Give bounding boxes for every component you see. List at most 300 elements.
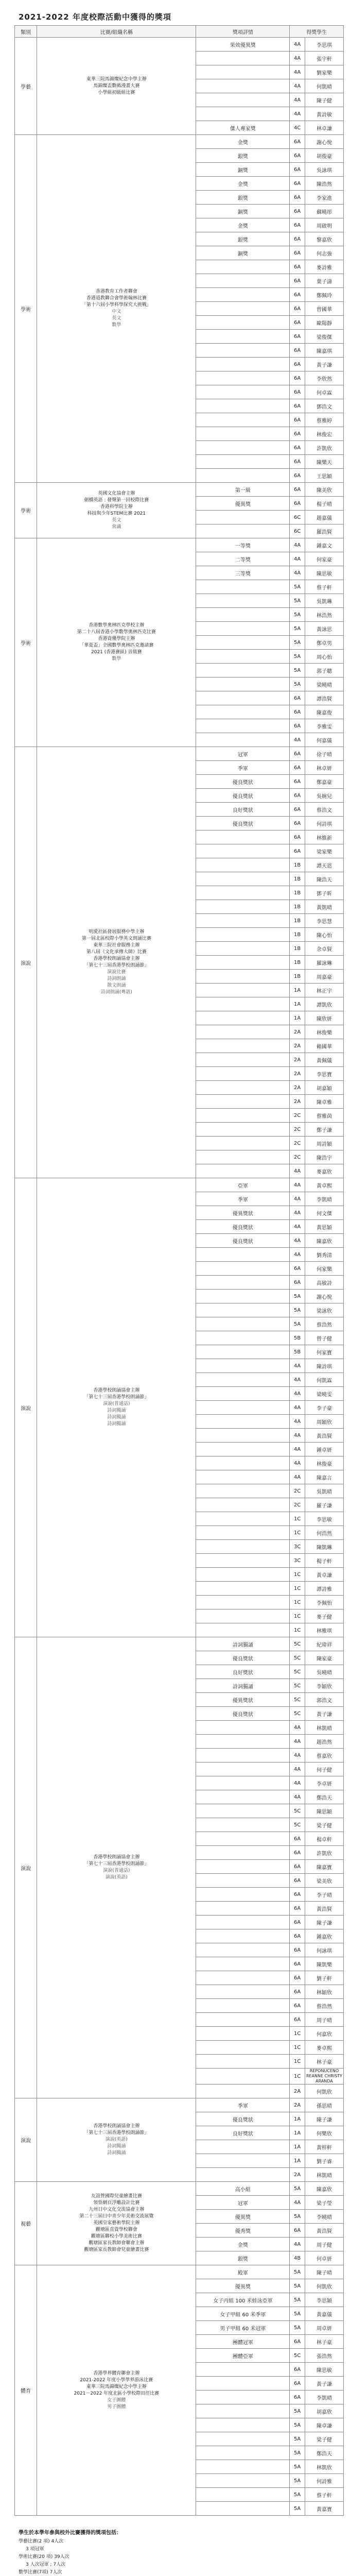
- class-cell: 4A: [290, 1790, 305, 1804]
- class-cell: 2A: [290, 1039, 305, 1053]
- class-cell: 5A: [290, 2488, 305, 2502]
- student-name-cell: 何嘉欣: [305, 2027, 343, 2041]
- student-name-cell: 蔡子軒: [305, 2488, 343, 2502]
- class-cell: 1A: [290, 2112, 305, 2126]
- award-detail-cell: 良好獎狀: [196, 803, 290, 817]
- class-cell: 6A: [290, 385, 305, 399]
- student-name-cell: 黃浩賢: [305, 1429, 343, 1443]
- student-name-cell: 梁子健: [305, 2432, 343, 2446]
- class-cell: 5A: [290, 677, 305, 691]
- competition-line: 2021－2022 年度北區小學校際田徑比賽: [74, 2391, 160, 2396]
- student-name-cell: 周子健: [305, 2238, 343, 2251]
- award-detail-cell: 冠軍: [196, 747, 290, 761]
- student-name-cell: 陳嘉寶: [305, 1860, 343, 1874]
- award-detail-cell: 優良獎狀: [196, 2112, 290, 2126]
- award-detail-cell: 高小組: [196, 2182, 290, 2196]
- class-cell: 4A: [290, 107, 305, 121]
- award-detail-cell: [196, 1790, 290, 1804]
- award-detail-cell: [196, 1290, 290, 1303]
- award-detail-cell: [196, 1039, 290, 1053]
- student-name-cell: 何家樂: [305, 1262, 343, 1276]
- class-cell: 5A: [290, 2460, 305, 2474]
- class-cell: 4A: [290, 1721, 305, 1735]
- class-cell: 1C: [290, 1623, 305, 1637]
- award-detail-cell: 詩詞獨誦: [196, 1637, 290, 1651]
- award-detail-cell: 團體亞軍: [196, 2349, 290, 2363]
- class-cell: 5A: [290, 2418, 305, 2432]
- award-detail-cell: [196, 1623, 290, 1637]
- award-detail-cell: [196, 2140, 290, 2154]
- award-detail-cell: 金獎: [196, 177, 290, 191]
- class-cell: 1C: [290, 2055, 305, 2069]
- competition-cell: [37, 2182, 196, 2265]
- class-cell: 5C: [290, 2349, 305, 2363]
- table-row: [15, 2098, 344, 2112]
- competition-line: 領悟網頁浮雕設計比賽: [93, 2200, 140, 2206]
- class-cell: 6A: [290, 1276, 305, 1290]
- award-detail-cell: [196, 1512, 290, 1526]
- student-name-cell: 黃子謙: [305, 2377, 343, 2391]
- competition-line: 東華三院馬錦燦紀念中學主辦: [86, 76, 147, 82]
- award-detail-cell: 優異獎: [196, 2279, 290, 2293]
- award-detail-cell: 優異獎狀: [196, 1693, 290, 1707]
- class-cell: 6A: [290, 218, 305, 232]
- award-detail-cell: [196, 358, 290, 371]
- competition-cell: [37, 1178, 196, 1637]
- student-name-cell: 蔡雅茵: [305, 1109, 343, 1123]
- category-cell: 演說: [15, 1178, 37, 1637]
- award-detail-cell: [196, 1609, 290, 1623]
- class-cell: 6A: [290, 1943, 305, 1957]
- award-detail-cell: [196, 2502, 290, 2516]
- student-name-cell: 陳嘉言: [305, 1470, 343, 1484]
- award-detail-cell: [196, 1262, 290, 1276]
- class-cell: 5A: [290, 2265, 305, 2279]
- award-detail-cell: [196, 1888, 290, 1902]
- class-cell: 6A: [290, 691, 305, 705]
- student-name-cell: 鄭浩天: [305, 1790, 343, 1804]
- student-name-cell: 陳思敏: [305, 2363, 343, 2377]
- student-name-cell: 李卓妍: [305, 1776, 343, 1790]
- award-detail-cell: [196, 2027, 290, 2041]
- competition-line: 「第十六屆小學科學探究大挑戰」: [81, 302, 151, 308]
- student-name-cell: 梁美欣: [305, 1874, 343, 1888]
- category-cell: 學藝: [15, 38, 37, 135]
- student-name-cell: 譚天恩: [305, 858, 343, 872]
- award-detail-cell: 詩詞獨誦: [196, 1679, 290, 1693]
- class-cell: 4A: [290, 1206, 305, 1220]
- student-name-cell: 孫思晴: [305, 2098, 343, 2112]
- award-detail-cell: 傑人專家獎: [196, 121, 290, 135]
- competition-line: 2021 (香港賽區) 晉級賽: [91, 650, 142, 655]
- award-detail-cell: [196, 705, 290, 719]
- class-cell: 5C: [290, 1804, 305, 1818]
- student-name-cell: 何嘉儀: [305, 733, 343, 747]
- class-cell: 6A: [290, 358, 305, 371]
- class-cell: 4A: [290, 1178, 305, 1192]
- award-detail-cell: [196, 1985, 290, 1999]
- student-name-cell: 歐陽靜: [305, 316, 343, 330]
- award-detail-cell: [196, 1331, 290, 1345]
- student-name-cell: 林俊宏: [305, 427, 343, 441]
- award-detail-cell: 金獎: [196, 2238, 290, 2251]
- award-detail-cell: 女子丙組 100 米蛙泳亞軍: [196, 2293, 290, 2307]
- award-detail-cell: [196, 2432, 290, 2446]
- award-detail-cell: [196, 1568, 290, 1582]
- award-detail-cell: 銀獎: [196, 232, 290, 246]
- class-cell: 5A: [290, 2432, 305, 2446]
- class-cell: 1C: [290, 1596, 305, 1609]
- award-detail-cell: [196, 650, 290, 664]
- header-row: [15, 26, 344, 38]
- award-detail-cell: [196, 1929, 290, 1943]
- class-cell: 6A: [290, 2335, 305, 2349]
- award-detail-cell: [196, 677, 290, 691]
- class-cell: 6A: [290, 1846, 305, 1860]
- student-name-cell: 陳思敏: [305, 566, 343, 580]
- student-name-cell: 梁俊傑: [305, 330, 343, 344]
- student-name-cell: 梁曉雯: [305, 1387, 343, 1401]
- class-cell: 6A: [290, 205, 305, 218]
- table-row: [15, 2265, 344, 2279]
- award-detail-cell: [196, 858, 290, 872]
- competition-line: 東華三院社會服務主辦: [93, 943, 140, 948]
- class-cell: 5C: [290, 1637, 305, 1651]
- class-cell: 4A: [290, 1234, 305, 1248]
- student-name-cell: 陳浩天: [305, 872, 343, 886]
- award-detail-cell: 金獎: [196, 218, 290, 232]
- subject-group-label: 英文: [112, 517, 121, 523]
- award-detail-cell: 優良獎狀: [196, 1707, 290, 1721]
- student-name-cell: 林凱晴: [305, 1721, 343, 1735]
- class-cell: 5B: [290, 1331, 305, 1345]
- class-cell: 2A: [290, 1053, 305, 1067]
- class-cell: 6A: [290, 427, 305, 441]
- class-cell: 4A: [290, 65, 305, 79]
- award-detail-cell: [196, 371, 290, 385]
- competition-cell: [37, 2098, 196, 2182]
- class-cell: 4A: [290, 1192, 305, 1206]
- class-cell: 5C: [290, 1818, 305, 1832]
- class-cell: 6A: [290, 761, 305, 775]
- award-detail-cell: [196, 107, 290, 121]
- student-name-cell: 林凱晴: [305, 2168, 343, 2182]
- student-name-cell: 趙嘉儀: [305, 511, 343, 524]
- student-name-cell: 劉子睿: [305, 2154, 343, 2168]
- student-name-cell: 黃卓熙: [305, 1178, 343, 1192]
- student-name-cell: 蔡浩然: [305, 1999, 343, 2013]
- class-cell: 6A: [290, 1888, 305, 1902]
- competition-line: 英國皇家藝術學院主辦: [93, 2221, 140, 2226]
- subject-group-label: 詩詞獨誦: [107, 1408, 126, 1413]
- competition-line: 「第七十三屆香港學校朗誦節」: [84, 1861, 149, 1867]
- award-detail-cell: 優良獎狀: [196, 817, 290, 831]
- class-cell: 6A: [290, 1957, 305, 1971]
- award-detail-cell: [196, 719, 290, 733]
- competition-line: 香港學校朗誦協會主辦: [93, 1855, 140, 1860]
- award-detail-cell: [196, 2488, 290, 2502]
- class-cell: 2C: [290, 1150, 305, 1164]
- class-cell: 4A: [290, 566, 305, 580]
- student-name-cell: 麥嘉欣: [305, 1164, 343, 1178]
- class-cell: 5A: [290, 650, 305, 664]
- class-cell: 1B: [290, 970, 305, 984]
- award-detail-cell: [196, 1735, 290, 1749]
- student-name-cell: 梁曉晴: [305, 677, 343, 691]
- competition-line: 明愛社區發展服務中學主辦: [89, 929, 145, 935]
- class-cell: 6A: [290, 232, 305, 246]
- award-detail-cell: [196, 1596, 290, 1609]
- award-detail-cell: [196, 2460, 290, 2474]
- student-name-cell: 王思穎: [305, 469, 343, 483]
- award-detail-cell: [196, 636, 290, 650]
- student-name-cell: 陳美欣: [305, 483, 343, 497]
- class-cell: 1C: [290, 2041, 305, 2055]
- category-cell: 學術: [15, 538, 37, 747]
- student-name-cell: 鄭卓男: [305, 636, 343, 650]
- competition-line: 科技與少年STEM比賽 2021: [87, 511, 146, 516]
- award-detail-cell: [196, 594, 290, 608]
- award-detail-cell: [196, 1874, 290, 1888]
- award-detail-cell: [196, 733, 290, 747]
- award-detail-cell: [196, 1762, 290, 1776]
- student-name-cell: 何家豪: [305, 552, 343, 566]
- class-cell: 6A: [290, 2377, 305, 2391]
- student-name-cell: 黃詠思: [305, 622, 343, 636]
- class-cell: 1C: [290, 1568, 305, 1582]
- competition-line: 第二十三屆日中青少年美術交流展覽: [79, 2214, 154, 2219]
- competition-line: 香港道教聯合會學術翰林比賽: [86, 296, 147, 301]
- student-name-cell: 李思穎: [305, 2293, 343, 2307]
- award-detail-cell: [196, 2041, 290, 2055]
- class-cell: 6A: [290, 302, 305, 316]
- class-cell: 5A: [290, 636, 305, 650]
- award-detail-cell: [196, 1818, 290, 1832]
- student-name-cell: 李凱晴: [305, 1192, 343, 1206]
- award-detail-cell: [196, 455, 290, 469]
- award-detail-cell: 銅獎: [196, 163, 290, 177]
- class-cell: 6A: [290, 274, 305, 288]
- class-cell: 1B: [290, 942, 305, 956]
- class-cell: 2A: [290, 2084, 305, 2098]
- award-detail-cell: [196, 2154, 290, 2168]
- class-cell: 2C: [290, 1498, 305, 1512]
- award-detail-cell: [196, 2084, 290, 2098]
- award-detail-cell: [196, 288, 290, 302]
- award-detail-cell: [196, 1540, 290, 1554]
- class-cell: 6A: [290, 2391, 305, 2404]
- award-detail-cell: [196, 886, 290, 900]
- class-cell: 2C: [290, 1109, 305, 1123]
- award-detail-cell: [196, 1095, 290, 1109]
- award-detail-cell: [196, 2474, 290, 2488]
- student-name-cell: 鄧浩文: [305, 399, 343, 413]
- category-cell: 學術: [15, 135, 37, 483]
- student-name-cell: 劉子軒: [305, 1971, 343, 1985]
- class-cell: 1A: [290, 1011, 305, 1025]
- award-detail-cell: [196, 608, 290, 622]
- award-detail-cell: 良好獎狀: [196, 1665, 290, 1679]
- student-name-cell: 李欣然: [305, 371, 343, 385]
- subject-group-label: 演說(普通話): [103, 1401, 130, 1406]
- award-detail-cell: [196, 1846, 290, 1860]
- subject-group-label: 演說(英語): [105, 1875, 128, 1880]
- award-detail-cell: [196, 1303, 290, 1317]
- category-cell: 演說: [15, 747, 37, 1178]
- class-cell: 6A: [290, 149, 305, 163]
- category-cell: 學術: [15, 483, 37, 538]
- award-detail-cell: [196, 316, 290, 330]
- student-name-cell: 林正宇: [305, 984, 343, 997]
- student-name-cell: 胡俊豪: [305, 149, 343, 163]
- student-name-cell: 譚詩雅: [305, 1582, 343, 1596]
- award-detail-cell: [196, 1443, 290, 1456]
- class-cell: 1C: [290, 2069, 305, 2084]
- student-name-cell: 張宇軒: [305, 52, 343, 65]
- award-detail-cell: [196, 1971, 290, 1985]
- award-detail-cell: [196, 1776, 290, 1790]
- student-name-cell: 何文傑: [305, 1206, 343, 1220]
- class-cell: 1A: [290, 2140, 305, 2154]
- student-name-cell: 麥卓熙: [305, 2041, 343, 2055]
- award-detail-cell: [196, 1345, 290, 1359]
- class-cell: 5A: [290, 664, 305, 677]
- class-cell: 5A: [290, 1303, 305, 1317]
- class-cell: 2C: [290, 1123, 305, 1137]
- student-name-cell: 張浩然: [305, 2349, 343, 2363]
- subject-group-label: 中文: [112, 309, 121, 314]
- subject-group-label: 演說(普通話): [103, 1868, 130, 1873]
- award-detail-cell: [196, 2391, 290, 2404]
- student-name-cell: 李曉晴: [305, 2210, 343, 2224]
- class-cell: 6A: [290, 177, 305, 191]
- award-detail-cell: [196, 302, 290, 316]
- student-name-cell: 陳心怡: [305, 928, 343, 942]
- student-name-cell: 吳凱晴: [305, 1484, 343, 1498]
- award-detail-cell: 二等獎: [196, 552, 290, 566]
- award-detail-cell: [196, 260, 290, 274]
- class-cell: 6A: [290, 1860, 305, 1874]
- subject-group-label: 數學: [112, 656, 121, 662]
- table-row: [15, 1178, 344, 1192]
- table-row: [15, 1637, 344, 1651]
- class-cell: 4A: [290, 733, 305, 747]
- award-detail-cell: [196, 1276, 290, 1290]
- class-cell: 6A: [290, 455, 305, 469]
- competition-line: 香港學校朗誦協會主辦: [93, 2124, 140, 2129]
- award-detail-cell: [196, 1999, 290, 2013]
- student-name-cell: 蔡子軒: [305, 580, 343, 594]
- award-detail-cell: 銀獎: [196, 149, 290, 163]
- student-name-cell: 李思寶: [305, 1067, 343, 1081]
- class-cell: 6A: [290, 1929, 305, 1943]
- subject-group-label: 演說比賽: [107, 970, 126, 975]
- class-cell: 4A: [290, 1373, 305, 1387]
- class-cell: 4A: [290, 1456, 305, 1470]
- category-cell: 體育: [15, 2265, 37, 2516]
- student-name-cell: 劉秀清: [305, 1248, 343, 1262]
- award-detail-cell: [196, 511, 290, 524]
- class-cell: 5C: [290, 1693, 305, 1707]
- class-cell: 4A: [290, 52, 305, 65]
- class-cell: 5A: [290, 2321, 305, 2335]
- student-name-cell: 羅浩賢: [305, 524, 343, 538]
- class-cell: 4A: [290, 1164, 305, 1178]
- award-detail-cell: [196, 1150, 290, 1164]
- award-detail-cell: [196, 1401, 290, 1415]
- award-detail-cell: [196, 2069, 290, 2084]
- class-cell: 1B: [290, 914, 305, 928]
- class-cell: 1A: [290, 2154, 305, 2168]
- competition-line: 觀塘區聯校小學美術比賽: [91, 2234, 142, 2239]
- student-name-cell: 周嘉豪: [305, 970, 343, 984]
- class-cell: 5C: [290, 1665, 305, 1679]
- class-cell: 5A: [290, 1290, 305, 1303]
- award-detail-cell: [196, 2168, 290, 2182]
- header-students: 得獎學生: [290, 26, 344, 38]
- award-detail-cell: [196, 399, 290, 413]
- student-name-cell: 謝心悅: [305, 1290, 343, 1303]
- class-cell: 4A: [290, 1401, 305, 1415]
- competition-line: 香港教育工作者聯會: [95, 289, 137, 294]
- student-name-cell: 胡嘉欣: [305, 2404, 343, 2418]
- student-name-cell: 黃浩賢: [305, 2224, 343, 2238]
- student-name-cell: 陳欣妍: [305, 1011, 343, 1025]
- competition-line: 馬錦燦盃數碼漫畫大賽: [93, 83, 140, 89]
- competition-line: 香港學校朗誦協會主辦: [93, 956, 140, 961]
- award-detail-cell: [196, 1582, 290, 1596]
- class-cell: 4A: [290, 1248, 305, 1262]
- student-name-cell: 周心怡: [305, 650, 343, 664]
- award-detail-cell: [196, 1902, 290, 1916]
- class-cell: 4A: [290, 1443, 305, 1456]
- class-cell: 6A: [290, 2224, 305, 2238]
- subject-group-label: 數學: [112, 323, 121, 328]
- student-name-cell: 黃詩敏: [305, 107, 343, 121]
- student-name-cell: 林雅琪: [305, 1623, 343, 1637]
- student-name-cell: 蔡雅婷: [305, 413, 343, 427]
- subject-group-label: 詩詞獨誦: [107, 1421, 126, 1427]
- student-name-cell: 陳詩琪: [305, 1359, 343, 1373]
- class-cell: 6A: [290, 1985, 305, 1999]
- class-cell: 6A: [290, 316, 305, 330]
- class-cell: 1C: [290, 1582, 305, 1596]
- award-detail-cell: [196, 52, 290, 65]
- subject-group-label: 詩詞獨誦: [107, 2144, 126, 2149]
- class-cell: 6A: [290, 371, 305, 385]
- award-detail-cell: [196, 330, 290, 344]
- class-cell: 1B: [290, 956, 305, 970]
- award-detail-cell: 優異獎狀: [196, 1206, 290, 1220]
- award-detail-cell: [196, 1470, 290, 1484]
- award-detail-cell: [196, 2363, 290, 2377]
- award-detail-cell: 殿軍: [196, 2265, 290, 2279]
- award-detail-cell: [196, 427, 290, 441]
- award-detail-cell: [196, 1317, 290, 1331]
- class-cell: 3C: [290, 1554, 305, 1568]
- notes-line: 3 項冠軍: [26, 2547, 44, 2552]
- table-row: [15, 2182, 344, 2196]
- class-cell: 5A: [290, 594, 305, 608]
- class-cell: 6A: [290, 1999, 305, 2013]
- student-name-cell: 何凱欣: [305, 2279, 343, 2293]
- class-cell: 4A: [290, 1749, 305, 1762]
- class-cell: 4A: [290, 1429, 305, 1443]
- class-cell: 6A: [290, 163, 305, 177]
- subject-group-label: 男子團體: [107, 2404, 126, 2410]
- student-name-cell: 周穎欣: [305, 1415, 343, 1429]
- student-name-cell: 周詩穎: [305, 1137, 343, 1150]
